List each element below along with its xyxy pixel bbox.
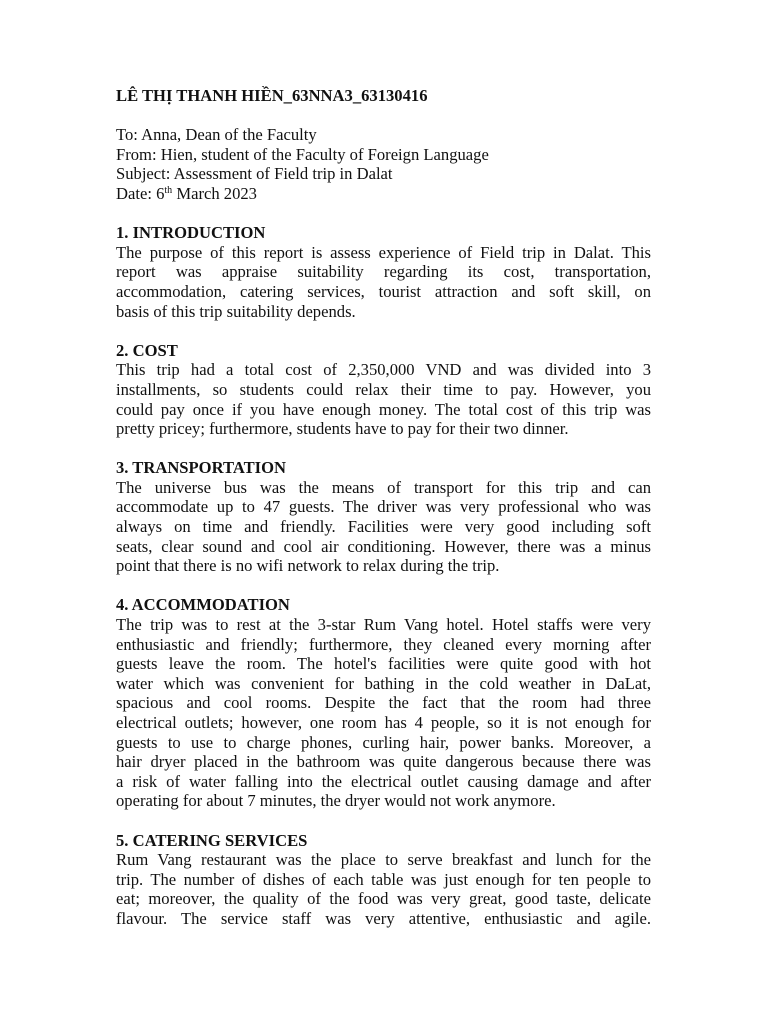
paragraph-line: accommodate up to 47 guests. The driver was very professional who was: [116, 497, 651, 517]
memo-date-suffix: March 2023: [172, 183, 257, 203]
report-section: [116, 458, 651, 576]
section-heading: 5. CATERING SERVICES: [116, 830, 308, 850]
paragraph-line: eat; moreover, the quality of the food was very great, good taste, delicate: [116, 889, 651, 909]
paragraph-line: seats, clear sound and cool air conditioning. However, there was a minus: [116, 536, 651, 556]
paragraph-line: spacious and cool rooms. Despite the fact that the room had three: [116, 693, 651, 713]
memo-from: From: Hien, student of the Faculty of Foreign Language: [116, 144, 489, 164]
paragraph-line: hair dryer placed in the bathroom was quite dangerous because there was: [116, 752, 651, 772]
paragraph-line: a risk of water falling into the electrical outlet causing damage and after: [116, 771, 651, 791]
paragraph-line: always on time and friendly. Facilities were very good including soft: [116, 517, 651, 537]
section-heading: 1. INTRODUCTION: [116, 223, 266, 243]
section-paragraph: [116, 850, 651, 928]
paragraph-line: enthusiastic and friendly; furthermore, they cleaned every morning after: [116, 634, 651, 654]
paragraph-line: trip. The number of dishes of each table was just enough for ten people to: [116, 869, 651, 889]
paragraph-line: pretty pricey; furthermore, students have to pay for their two dinner.: [116, 419, 569, 439]
paragraph-line: water which was convenient for bathing in the cold weather in DaLat,: [116, 673, 651, 693]
memo-date-superscript: th: [164, 184, 173, 196]
paragraph-line: report was appraise suitability regarding its cost, transportation,: [116, 262, 651, 282]
paragraph-line: accommodation, catering services, tourist attraction and soft skill, on: [116, 281, 651, 301]
report-section: [116, 831, 651, 929]
section-paragraph: [116, 360, 651, 438]
document-header-title: LÊ THỊ THANH HIỀN_63NNA3_63130416: [116, 86, 428, 105]
paragraph-line: This trip had a total cost of 2,350,000 VND and was divided into 3: [116, 360, 651, 380]
paragraph-line: operating for about 7 minutes, the dryer would not work anymore.: [116, 791, 556, 811]
paragraph-line: guests to use to charge phones, curling hair, power banks. Moreover, a: [116, 732, 651, 752]
section-heading: 4. ACCOMMODATION: [116, 595, 290, 615]
report-section: [116, 341, 651, 439]
paragraph-line: point that there is no wifi network to relax during the trip.: [116, 556, 500, 576]
section-paragraph: [116, 243, 651, 321]
paragraph-line: electrical outlets; however, one room has 4 people, so it is not enough for: [116, 713, 651, 732]
paragraph-line: flavour. The service staff was very attentive, enthusiastic and agile.: [116, 908, 651, 928]
report-sections: [116, 223, 651, 928]
section-heading: 3. TRANSPORTATION: [116, 458, 286, 478]
memo-date-prefix: Date: 6: [116, 183, 165, 203]
section-heading: 2. COST: [116, 340, 178, 360]
memo-block: [116, 125, 651, 203]
paragraph-line: installments, so students could relax their time to pay. However, you: [116, 379, 651, 399]
memo-to: To: Anna, Dean of the Faculty: [116, 125, 317, 145]
paragraph-line: The trip was to rest at the 3-star Rum Vang hotel. Hotel staffs were very: [116, 615, 651, 635]
section-paragraph: [116, 615, 651, 811]
paragraph-line: basis of this trip suitability depends.: [116, 301, 356, 321]
paragraph-line: could pay once if you have enough money. The total cost of this trip was: [116, 399, 651, 419]
paragraph-line: The universe bus was the means of transport for this trip and can: [116, 477, 651, 497]
paragraph-line: The purpose of this report is assess experience of Field trip in Dalat. This: [116, 242, 651, 262]
section-paragraph: [116, 478, 651, 576]
paragraph-line: Rum Vang restaurant was the place to serve breakfast and lunch for the: [116, 850, 651, 870]
paragraph-line: guests leave the room. The hotel's facilities were quite good with hot: [116, 654, 651, 674]
report-section: [116, 595, 651, 811]
document-page: [116, 86, 651, 948]
memo-date: [116, 184, 651, 204]
report-section: [116, 223, 651, 321]
memo-subject: Subject: Assessment of Field trip in Dalat: [116, 164, 393, 184]
